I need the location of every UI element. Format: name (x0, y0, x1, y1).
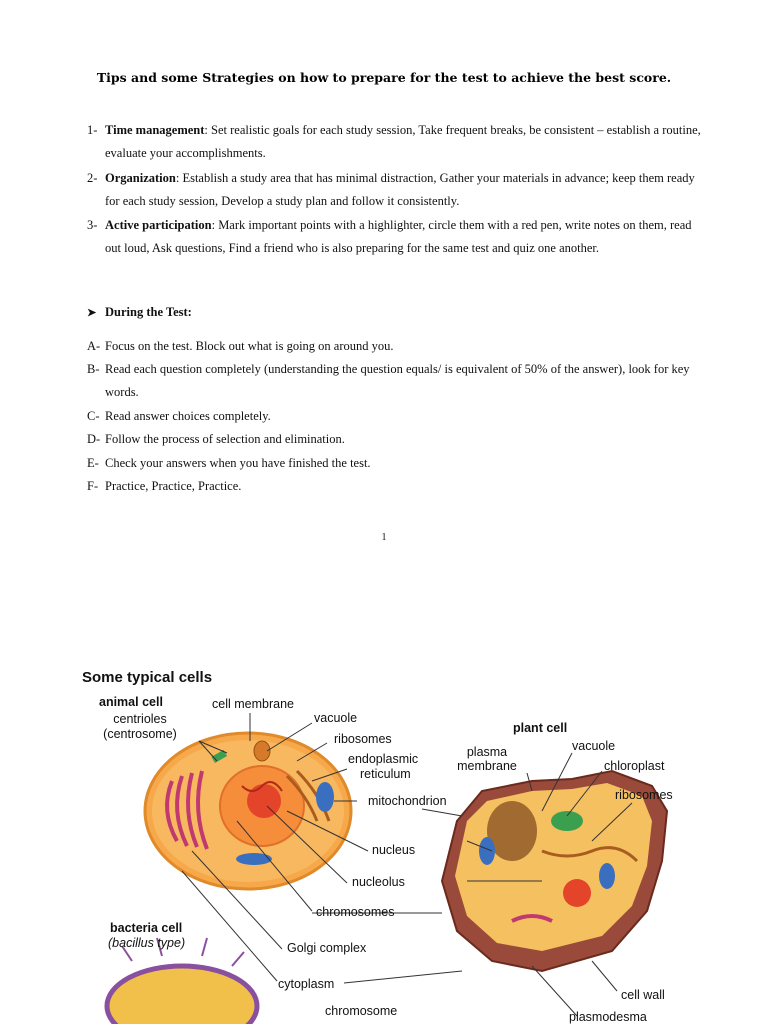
animal-cell-drawing (145, 733, 351, 889)
item-number: 1- (87, 123, 98, 137)
plant-cell-label: plant cell (513, 721, 568, 735)
during-item (87, 405, 707, 428)
strategy-item (87, 214, 707, 260)
figure-title: Some typical cells (82, 669, 213, 686)
cytoplasm-label: cytoplasm (278, 977, 335, 991)
item-letter: F- (87, 479, 99, 493)
item-text: Check your answers when you have finished the test. (105, 456, 371, 470)
item-letter: D- (87, 432, 101, 446)
golgi-complex-label: Golgi complex (287, 941, 367, 955)
item-letter: E- (87, 456, 99, 470)
centrosome-label: (centrosome) (103, 727, 177, 741)
strategy-item (87, 119, 707, 165)
cell-figure (72, 661, 696, 1024)
ribosomes-plant-label: ribosomes (615, 788, 673, 802)
bacteria-cell-drawing (107, 938, 257, 1024)
bacteria-cell-label: bacteria cell (110, 921, 183, 935)
animal-cell-label: animal cell (99, 695, 163, 709)
during-item (87, 428, 707, 451)
arrow-bullet-icon: ➤ (87, 307, 97, 319)
item-term: Active participation (105, 218, 212, 232)
page-gap (0, 560, 768, 660)
item-number: 2- (87, 171, 98, 185)
item-text: Read answer choices completely. (105, 409, 271, 423)
centrioles-label: centrioles (113, 712, 167, 726)
item-number: 3- (87, 218, 98, 232)
item-term: Organization (105, 171, 176, 185)
item-text: : Mark important points with a highlighter, circle them with a red pen, write notes on them, read out loud, Ask questions, Find a friend who is also preparing for the same test and quiz one another. (105, 218, 692, 256)
nucleus-label: nucleus (372, 843, 416, 857)
page-number: 1 (381, 532, 387, 543)
item-letter: C- (87, 409, 100, 423)
during-test-heading-text: During the Test: (105, 305, 192, 319)
vacuole-plant-label: vacuole (572, 739, 616, 753)
bacteria-type-label: (bacillus type) (108, 936, 186, 950)
item-text: Read each question completely (understanding the question equals/ is equivalent of 50% of the answer), look for key words. (105, 362, 690, 400)
item-text: : Establish a study area that has minimal distraction, Gather your materials in advance; keep them ready for each study session, Develop a study plan and follow it consistently. (105, 171, 695, 209)
cell-membrane-label: cell membrane (212, 697, 294, 711)
cell-wall-label: cell wall (621, 988, 665, 1002)
item-letter: B- (87, 362, 100, 376)
reticulum-label: reticulum (360, 767, 411, 781)
during-test-heading (87, 302, 192, 323)
plasma-label: plasma (466, 745, 508, 759)
during-item (87, 335, 707, 358)
item-text: Practice, Practice, Practice. (105, 479, 242, 493)
mitochondrion-label: mitochondrion (368, 794, 447, 808)
strategy-item (87, 167, 707, 213)
during-item (87, 452, 707, 475)
document-title: Tips and some Strategies on how to prepare for the test to achieve the best score. (96, 70, 672, 85)
item-term: Time management (105, 123, 205, 137)
vacuole-animal-label: vacuole (314, 711, 358, 725)
endoplasmic-label: endoplasmic (348, 752, 419, 766)
chloroplast-label: chloroplast (604, 759, 665, 773)
membrane-label: membrane (457, 759, 517, 773)
item-text: Focus on the test. Block out what is going on around you. (105, 339, 394, 353)
item-text: Follow the process of selection and elimination. (105, 432, 345, 446)
item-text: : Set realistic goals for each study session, Take frequent breaks, be consistent – establish a routine, evaluate your accomplishments. (105, 123, 701, 161)
nucleolus-label: nucleolus (352, 875, 405, 889)
ribosomes-animal-label: ribosomes (334, 732, 392, 746)
during-item (87, 475, 707, 498)
plasmodesma-label: plasmodesma (569, 1010, 647, 1024)
during-item (87, 358, 707, 404)
chromosomes-label: chromosomes (316, 905, 395, 919)
chromosome-label: chromosome (325, 1004, 398, 1018)
item-letter: A- (87, 339, 101, 353)
